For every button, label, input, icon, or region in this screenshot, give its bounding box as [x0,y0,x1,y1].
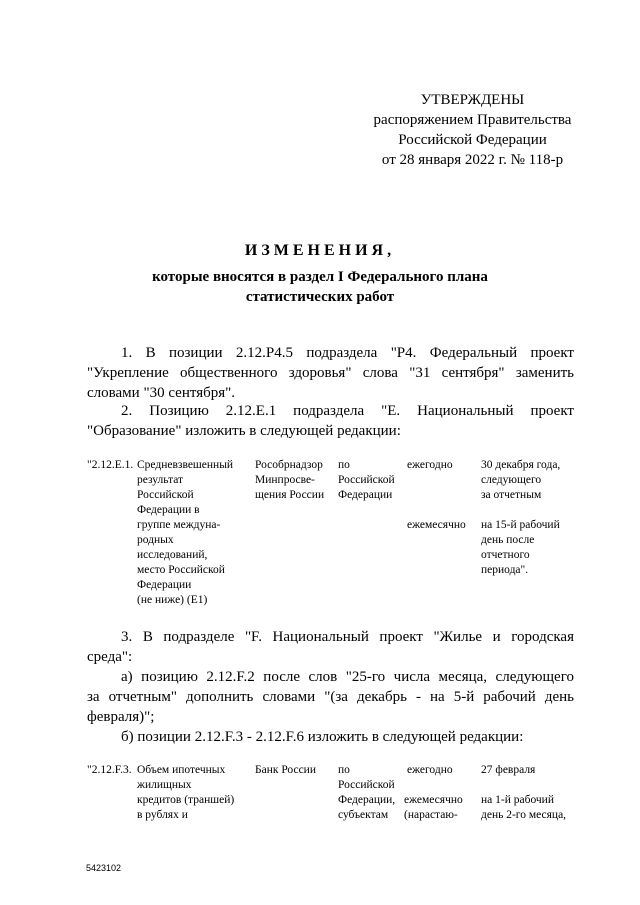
cell-line: Объем ипотечных [137,764,226,776]
subtitle-line: которые вносятся в раздел I Федерального плана [152,269,488,285]
table1-agency [255,458,324,503]
table2-agency: Банк России [255,764,316,776]
cell-line: день 2-го месяца, [481,809,567,821]
cell-line: Рособрнадзор [255,459,323,471]
cell-line: жилищных [137,779,192,791]
item-3a-line: за отчетным" дополнить словами "(за декабрь - на 5-й рабочий день [87,689,574,705]
table1-deadline [481,458,560,503]
approval-line: Российской Федерации [398,132,547,148]
item-1-line: "Укрепление общественного здоровья" слова "31 сентября" заменить [87,365,574,381]
cell-line: периода". [481,564,529,576]
cell-line: Российской [137,489,194,501]
item-1-line: 1. В позиции 2.12.Р4.5 подраздела "Р4. Федеральный проект [121,345,574,361]
table1-indicator [137,458,233,608]
cell-line: щения России [255,489,325,501]
cell-line: (нарастаю- [404,809,458,821]
cell-line: следующего [481,474,542,486]
item-2-line: "Образование" изложить в следующей редакции: [87,423,401,439]
item-3 [87,627,574,747]
cell-line: кредитов (траншей) [137,794,235,806]
table2-frequency: ежегодно [407,764,453,776]
approval-line: распоряжением Правительства [373,112,572,128]
cell-line: на 15-й рабочий [481,519,560,531]
cell-line: 30 декабря года, [481,459,561,471]
cell-line: Средневзвешенный [137,459,234,471]
cell-line: Федерации в [137,504,200,516]
table2-scope [338,763,395,823]
cell-line: результат [137,474,184,486]
item-3-line: 3. В подразделе "F. Национальный проект "Жилье и городская [121,629,574,645]
item-3a-line: февраля)"; [87,709,155,725]
table1-frequency: ежегодно [407,459,453,471]
approval-block [330,90,615,170]
cell-line: отчетного [481,549,530,561]
document-code: 5423102 [86,863,122,873]
cell-line: в рублях и [137,809,188,821]
cell-line: ежемесячно [404,794,463,806]
item-1 [87,343,574,403]
item-2-line: 2. Позицию 2.12.Е.1 подраздела "Е. Национальный проект [121,403,574,419]
cell-line: группе междуна- [137,519,221,531]
cell-line: Федерации [338,489,393,501]
cell-line: Минпросве- [255,474,315,486]
table2-indicator [137,763,234,823]
table2-code: "2.12.F.3. [87,764,132,776]
cell-line: день после [481,534,535,546]
table1-scope [338,458,395,503]
cell-line: место Российской [137,564,225,576]
cell-line: на 1-й рабочий [481,794,554,806]
cell-line: за отчетным [481,489,542,501]
item-3-line: среда": [87,649,133,665]
table2-deadline [481,793,566,823]
cell-line: Федерации, [338,794,396,806]
subtitle-line: статистических работ [245,289,395,305]
cell-line: родных [137,534,174,546]
cell-line: по [338,459,350,471]
cell-line: Российской [338,474,395,486]
table2-deadline: 27 февраля [481,764,536,776]
cell-line: исследований, [137,549,208,561]
item-2 [87,401,574,441]
document-title: ИЗМЕНЕНИЯ, [244,242,396,259]
item-1-line: словами "30 сентября". [87,385,236,401]
approval-date: от 28 января 2022 г. № 118-р [381,152,564,168]
cell-line: (не ниже) (Е1) [137,594,208,606]
cell-line: Российской [338,779,395,791]
document-subtitle [0,267,640,307]
table1-code: "2.12.Е.1. [87,459,134,471]
table1-frequency: ежемесячно [407,519,466,531]
cell-line: субъектам [338,809,389,821]
cell-line: Федерации [137,579,192,591]
cell-line: по [338,764,350,776]
approval-heading: УТВЕРЖДЕНЫ [420,92,525,108]
item-3a-line: а) позицию 2.12.F.2 после слов "25-го числа месяца, следующего [121,669,574,685]
table2-frequency [404,793,463,823]
item-3b-line: б) позиции 2.12.F.3 - 2.12.F.6 изложить в следующей редакции: [121,729,524,745]
table1-deadline [481,518,560,578]
